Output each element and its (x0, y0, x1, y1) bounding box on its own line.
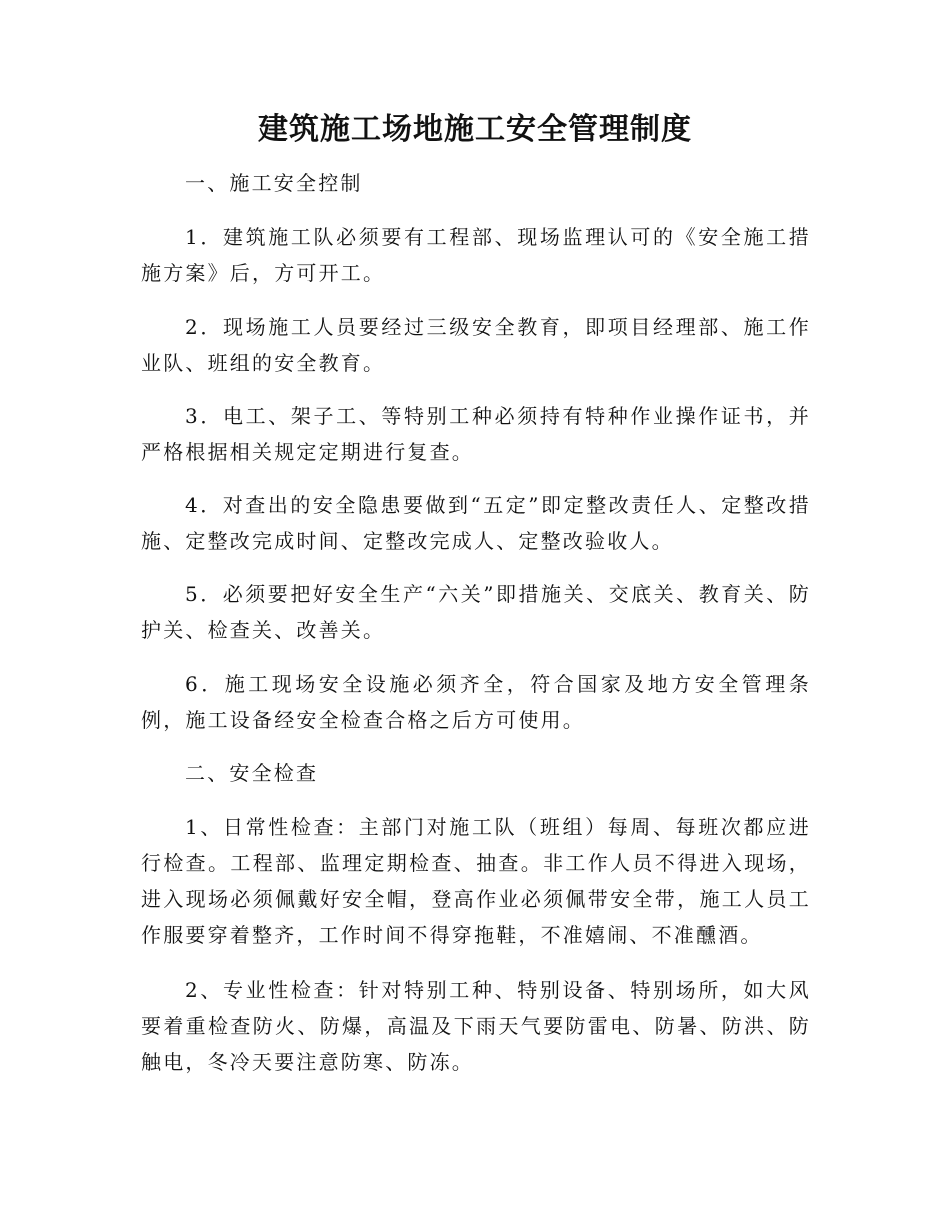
document-title: 建筑施工场地施工安全管理制度 (258, 112, 692, 147)
paragraph-1-5: 5．必须要把好安全生产“六关”即措施关、交底关、教育关、防护关、检查关、改善关。 (141, 582, 811, 642)
paragraph-1-3: 3．电工、架子工、等特别工种必须持有特种作业操作证书，并严格根据相关规定定期进行复查。 (141, 404, 811, 464)
paragraph-1-4: 4．对查出的安全隐患要做到“五定”即定整改责任人、定整改措施、定整改完成时间、定整改完成人、定整改验收人。 (141, 493, 811, 553)
paragraph-2-1: 1、日常性检查：主部门对施工队（班组）每周、每班次都应进行检查。工程部、监理定期检查、抽查。非工作人员不得进入现场，进入现场必须佩戴好安全帽，登高作业必须佩带安全带，施工人员工作服要穿着整齐，工作时间不得穿拖鞋，不准嬉闹、不准醺酒。 (141, 815, 811, 947)
section-heading-safety-control: 一、施工安全控制 (185, 171, 363, 195)
paragraph-1-6: 6．施工现场安全设施必须齐全，符合国家及地方安全管理条例，施工设备经安全检查合格之后方可使用。 (141, 672, 811, 732)
paragraph-1-1: 1．建筑施工队必须要有工程部、现场监理认可的《安全施工措施方案》后，方可开工。 (141, 225, 811, 285)
paragraph-1-2: 2．现场施工人员要经过三级安全教育，即项目经理部、施工作业队、班组的安全教育。 (141, 315, 811, 375)
paragraph-2-2: 2、专业性检查：针对特别工种、特别设备、特别场所，如大风要着重检查防火、防爆，高温及下雨天气要防雷电、防暑、防洪、防触电，冬冷天要注意防寒、防冻。 (141, 978, 811, 1074)
section-heading-safety-inspection: 二、安全检查 (185, 761, 319, 785)
